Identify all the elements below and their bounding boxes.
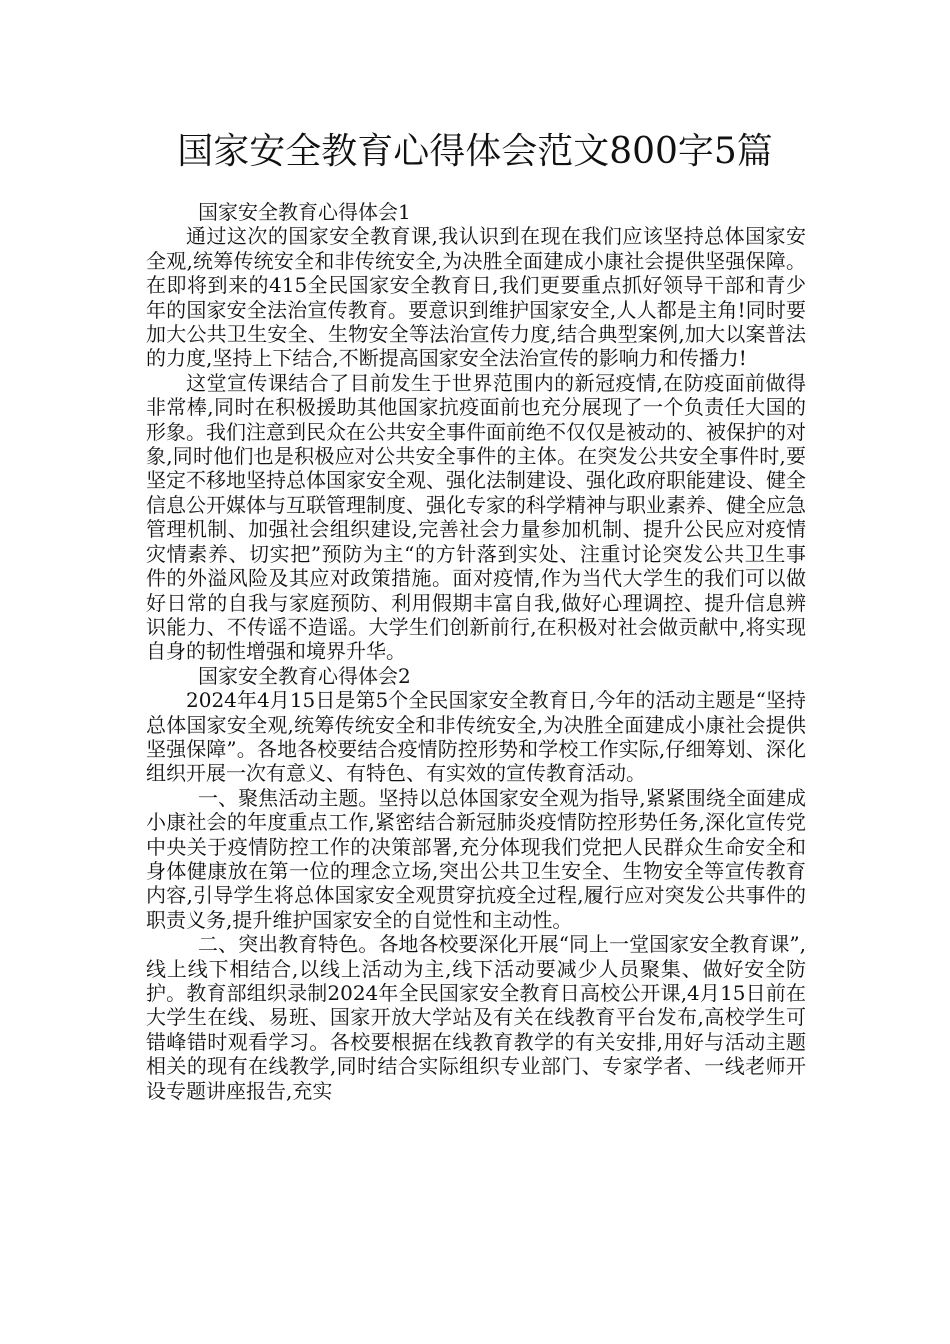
section-heading-1: 国家安全教育心得体会1 <box>198 200 411 224</box>
section-heading-2: 国家安全教育心得体会2 <box>198 663 411 688</box>
document-body <box>146 200 806 1103</box>
paragraph: 二、突出教育特色。各地各校要深化开展“同上一堂国家安全教育课”,线上线下相结合,以线上活动为主,线下活动要减少人员聚集、做好安全防护。教育部组织录制2024年全民国家安全教育日高校公开课,4月15日前在大学生在线、易班、国家开放大学站及有关在线教育平台发布,高校学生可错峰错时观看学习。各校要根据在线教育教学的有关安排,用好与活动主题相关的现有在线教学,同时结合实际组织专业部门、专家学者、一线老师开设专题讲座报告,充实 <box>146 932 806 1103</box>
paragraph: 这堂宣传课结合了目前发生于世界范围内的新冠疫情,在防疫面前做得非常棒,同时在积极援助其他国家抗疫面前也充分展现了一个负责任大国的形象。我们注意到民众在公共安全事件面前绝不仅仅是被动的、被保护的对象,同时他们也是积极应对公共安全事件的主体。在突发公共安全事件时,要坚定不移地坚持总体国家安全观、强化法制建设、强化政府职能建设、健全信息公开媒体与互联管理制度、强化专家的科学精神与职业素养、健全应急管理机制、加强社会组织建设,完善社会力量参加机制、提升公民应对疫情灾情素养、切实把”预防为主“的方针落到实处、注重讨论突发公共卫生事件的外溢风险及其应对政策措施。面对疫情,作为当代大学生的我们可以做好日常的自我与家庭预防、利用假期丰富自我,做好心理调控、提升信息辨识能力、不传谣不造谣。大学生们创新前行,在积极对社会做贡献中,将实现自身的韧性增强和境界升华。 <box>146 370 806 664</box>
paragraph: 通过这次的国家安全教育课,我认识到在现在我们应该坚持总体国家安全观,统筹传统安全和非传统安全,为决胜全面建成小康社会提供坚强保障。在即将到来的415全民国家安全教育日,我们更要重点抓好领导干部和青少年的国家安全法治宣传教育。要意识到维护国家安全,人人都是主角!同时要加大公共卫生安全、生物安全等法治宣传力度,结合典型案例,加大以案普法的力度,坚持上下结合,不断提高国家安全法治宣传的影响力和传播力! <box>146 224 806 371</box>
paragraph: 2024年4月15日是第5个全民国家安全教育日,今年的活动主题是“坚持总体国家安全观,统筹传统安全和非传统安全,为决胜全面建成小康社会提供坚强保障”。各地各校要结合疫情防控形势和学校工作实际,仔细筹划、深化组织开展一次有意义、有特色、有实效的宣传教育活动。 <box>146 688 806 786</box>
document-title: 国家安全教育心得体会范文800字5篇 <box>177 131 773 172</box>
paragraph: 一、聚焦活动主题。坚持以总体国家安全观为指导,紧紧围绕全面建成小康社会的年度重点工作,紧密结合新冠肺炎疫情防控形势任务,深化宣传党中央关于疫情防控工作的决策部署,充分体现我们党把人民群众生命安全和身体健康放在第一位的理念立场,突出公共卫生安全、生物安全等宣传教育内容,引导学生将总体国家安全观贯穿抗疫全过程,履行应对突发公共事件的职责义务,提升维护国家安全的自觉性和主动性。 <box>146 785 806 932</box>
